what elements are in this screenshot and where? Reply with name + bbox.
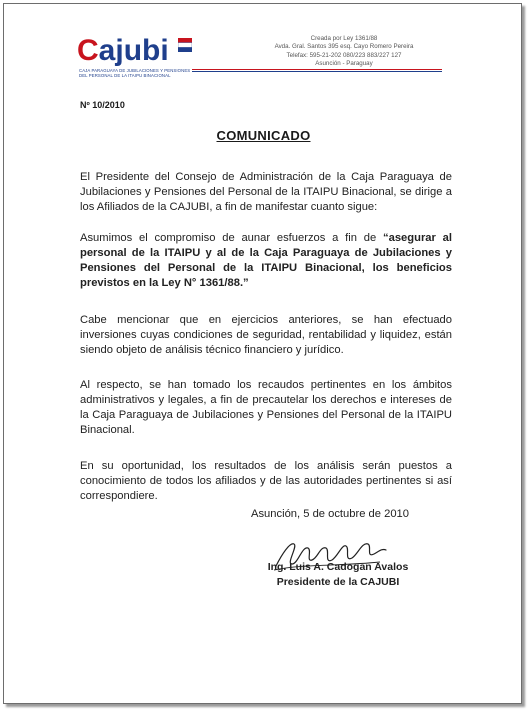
document-number: Nº 10/2010 — [80, 100, 125, 110]
signer-name: Ing. Luis A. Cadogan Avalos — [267, 561, 409, 573]
paragraph-1: El Presidente del Consejo de Administración de la Caja Paraguaya de Jubilaciones y Pensiones del Personal de la ITAIPU Binacional, se dirige a los Afiliados de la CAJUBI, a fin de manifestar cuanto sigue: — [80, 171, 452, 213]
paragraph-4: Al respecto, se han tomado los recaudos pertinentes en los ámbitos administrativos y legales, a fin de precautelar los derechos e intereses de la Caja Paraguaya de Jubilaciones y Pensiones del Personal de la ITAIPU Binacional. — [80, 379, 452, 436]
logo-subtitle: CAJA PARAGUAYA DE JUBILACIONES Y PENSIONES DEL PERSONAL DE LA ITAIPU BINACIONAL — [79, 68, 191, 78]
paragraph-2: Asumimos el compromiso de aunar esfuerzos a fin de “asegurar al personal de la ITAIPU y al de la Caja Paraguaya de Jubilaciones y Pensiones del Personal de la ITAIPU Binacional, los beneficios previstos en la Ley N° 1361/88.” — [80, 232, 452, 289]
paragraph-2-emphasis: “asegurar al personal de la ITAIPU y al de la Caja Paraguaya de Jubilaciones y Pensiones del Personal de la ITAIPU Binacional, los beneficios previstos en la Ley N° 1361/88.” — [80, 232, 452, 289]
paragraph-3: Cabe mencionar que en ejercicios anteriores, se han efectuado inversiones cuyas condiciones de seguridad, rentabilidad y liquidez, están siendo objeto de análisis técnico financiero y jurídico. — [80, 314, 452, 356]
document-date: Asunción, 5 de octubre de 2010 — [251, 508, 409, 520]
address-block — [254, 35, 434, 68]
address-line: Creada por Ley 1361/88 — [310, 35, 378, 42]
address-line: Avda. Gral. Santos 395 esq. Cayo Romero Pereira — [274, 43, 414, 51]
document-title: COMUNICADO — [216, 128, 311, 143]
cajubi-logo — [77, 34, 195, 84]
logo-wordmark: Cajubi — [77, 34, 169, 67]
document-page — [3, 3, 522, 704]
signature-block — [253, 560, 423, 590]
address-line: Asunción - Paraguay — [315, 59, 373, 67]
paragraph-5: En su oportunidad, los resultados de los análisis serán puestos a conocimiento de todos los afiliados y de las autoridades pertinentes si así correspondiere. — [80, 460, 452, 502]
address-line: Telefax: 595-21-202 080/223 883/227 127 — [286, 51, 402, 59]
flag-icon — [178, 38, 192, 52]
signer-title: Presidente de la CAJUBI — [276, 576, 400, 588]
header-divider — [192, 69, 442, 71]
